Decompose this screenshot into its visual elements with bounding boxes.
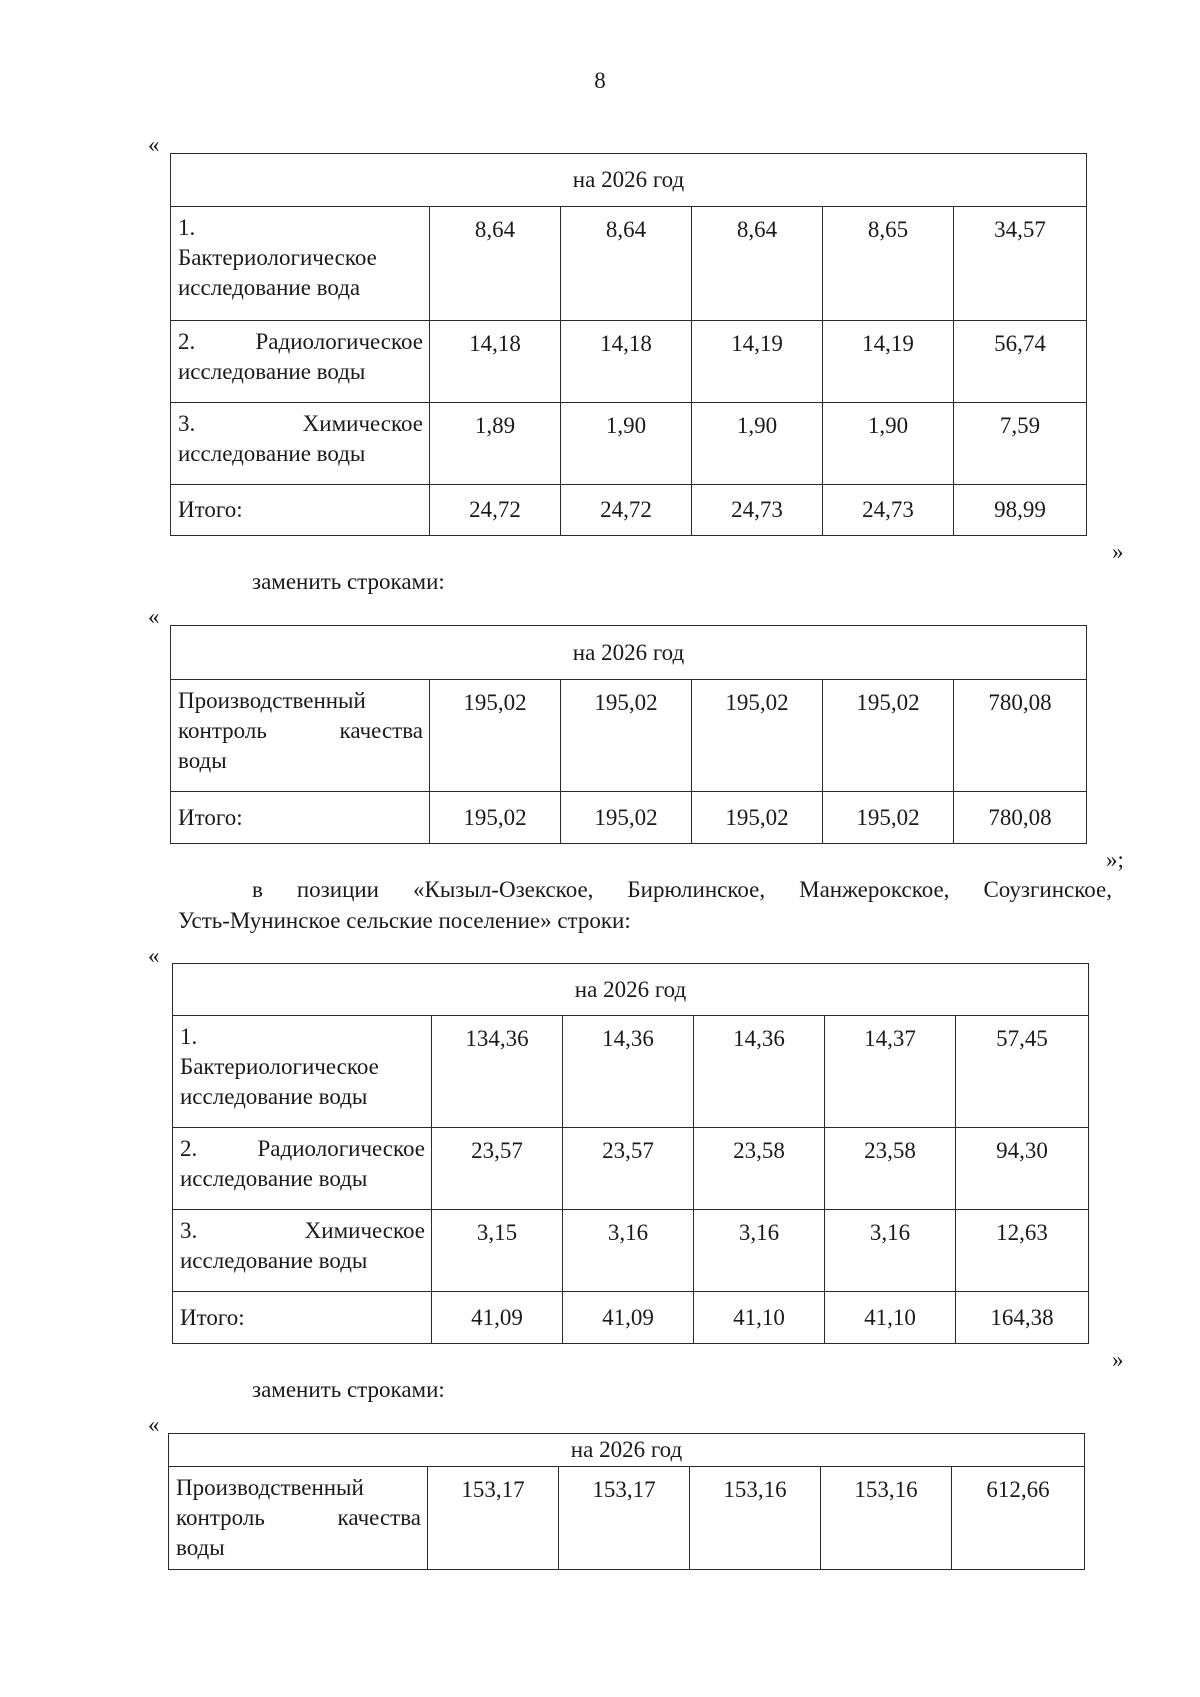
row-name-line: 1.: [178, 215, 196, 240]
row-name-line: исследование воды: [178, 441, 366, 466]
value-cell: 1,90: [692, 403, 823, 485]
value-cell: 3,16: [825, 1210, 956, 1292]
table-2-body: [171, 680, 1087, 844]
row-name-line: Бактериологическое: [178, 245, 377, 270]
value-cell: 8,64: [692, 207, 823, 321]
row-name-line: 3. Химическое: [178, 411, 423, 436]
row-name-line: воды: [178, 748, 227, 773]
row-name-line: Производственный: [178, 688, 366, 713]
quote-open-2: «: [148, 604, 160, 629]
row-name-line: исследование воды: [180, 1248, 368, 1273]
value-cell: 153,17: [559, 1467, 690, 1570]
value-cell: 56,74: [954, 321, 1087, 403]
table-1: [170, 153, 1087, 536]
table-2: [170, 625, 1087, 844]
row-name-line: контроль качества: [178, 718, 423, 743]
table-row: [171, 792, 1087, 844]
value-cell: 94,30: [956, 1128, 1089, 1210]
row-name-line: Итого:: [178, 497, 243, 522]
value-cell: 780,08: [954, 680, 1087, 792]
row-name-cell: [169, 1467, 428, 1570]
row-name-line: 1.: [180, 1024, 198, 1049]
replace-text-1: заменить строками:: [252, 569, 445, 594]
table-row: [169, 1467, 1085, 1570]
value-cell: 1,90: [823, 403, 954, 485]
page-number: 8: [594, 68, 606, 93]
quote-open-1: «: [148, 132, 160, 157]
value-cell: 195,02: [561, 792, 692, 844]
row-name-line: 2. Радиологическое: [178, 329, 423, 354]
row-name-line: Итого:: [180, 1304, 245, 1330]
position-text-line-1: в позиции «Кызыл-Озекское, Бирюлинское, Манжерокское, Соузгинское,: [252, 877, 1112, 902]
value-cell: 8,64: [430, 207, 561, 321]
row-name-cell: [171, 792, 430, 844]
value-cell: 195,02: [692, 680, 823, 792]
value-cell: 195,02: [561, 680, 692, 792]
row-name-line: исследование воды: [180, 1084, 368, 1109]
value-cell: 134,36: [432, 1016, 563, 1128]
value-cell: 153,17: [428, 1467, 559, 1570]
value-cell: 41,10: [825, 1292, 956, 1344]
value-cell: 14,19: [692, 321, 823, 403]
value-cell: 8,65: [823, 207, 954, 321]
value-cell: 14,37: [825, 1016, 956, 1128]
value-cell: 14,36: [694, 1016, 825, 1128]
value-cell: 780,08: [954, 792, 1087, 844]
value-cell: 195,02: [823, 792, 954, 844]
table-row: [171, 680, 1087, 792]
table-3: [172, 963, 1089, 1344]
quote-close-1: »: [1112, 539, 1124, 564]
value-cell: 24,72: [430, 485, 561, 536]
table-row: [171, 403, 1087, 485]
value-cell: 23,58: [694, 1128, 825, 1210]
value-cell: 23,57: [563, 1128, 694, 1210]
value-cell: 195,02: [692, 792, 823, 844]
row-name-line: исследование воды: [180, 1166, 368, 1191]
table-header: на 2026 год: [171, 626, 1087, 680]
row-name-line: исследование воды: [178, 359, 366, 384]
table-3-body: [173, 1016, 1089, 1344]
value-cell: 23,58: [825, 1128, 956, 1210]
table-row: [171, 485, 1087, 536]
value-cell: 195,02: [823, 680, 954, 792]
value-cell: 7,59: [954, 403, 1087, 485]
value-cell: 14,36: [563, 1016, 694, 1128]
value-cell: 153,16: [821, 1467, 952, 1570]
table-header: на 2026 год: [173, 964, 1089, 1016]
table-4: [168, 1433, 1085, 1570]
value-cell: 12,63: [956, 1210, 1089, 1292]
table-row: [173, 1210, 1089, 1292]
row-name-cell: [173, 1210, 432, 1292]
row-name-line: Бактериологическое: [180, 1054, 379, 1079]
value-cell: 14,19: [823, 321, 954, 403]
value-cell: 164,38: [956, 1292, 1089, 1344]
row-name-line: 3. Химическое: [180, 1218, 425, 1243]
value-cell: 34,57: [954, 207, 1087, 321]
table-4-body: [169, 1467, 1085, 1570]
value-cell: 24,73: [692, 485, 823, 536]
value-cell: 3,16: [694, 1210, 825, 1292]
row-name-line: воды: [176, 1535, 225, 1560]
value-cell: 41,10: [694, 1292, 825, 1344]
row-name-cell: [171, 485, 430, 536]
table-row: [171, 321, 1087, 403]
row-name-cell: [171, 403, 430, 485]
value-cell: 57,45: [956, 1016, 1089, 1128]
replace-text-2: заменить строками:: [252, 1377, 445, 1402]
quote-open-3: «: [148, 943, 160, 968]
table-row: [173, 1128, 1089, 1210]
row-name-cell: [173, 1016, 432, 1128]
table-header: на 2026 год: [169, 1434, 1085, 1467]
row-name-line: 2. Радиологическое: [180, 1136, 425, 1161]
row-name-line: исследование вода: [178, 275, 361, 300]
row-name-cell: [173, 1128, 432, 1210]
value-cell: 195,02: [430, 680, 561, 792]
value-cell: 8,64: [561, 207, 692, 321]
value-cell: 24,73: [823, 485, 954, 536]
table-row: [173, 1292, 1089, 1344]
quote-close-3: »: [1112, 1347, 1124, 1372]
value-cell: 195,02: [430, 792, 561, 844]
value-cell: 23,57: [432, 1128, 563, 1210]
position-text-line-2: Усть-Мунинское сельские поселение» строки:: [178, 908, 631, 933]
value-cell: 153,16: [690, 1467, 821, 1570]
value-cell: 612,66: [952, 1467, 1085, 1570]
value-cell: 3,15: [432, 1210, 563, 1292]
row-name-cell: [171, 207, 430, 321]
value-cell: 1,90: [561, 403, 692, 485]
value-cell: 3,16: [563, 1210, 694, 1292]
value-cell: 98,99: [954, 485, 1087, 536]
value-cell: 14,18: [561, 321, 692, 403]
row-name-cell: [173, 1292, 432, 1344]
quote-open-4: «: [148, 1412, 160, 1437]
quote-close-2: »;: [1106, 847, 1124, 872]
table-row: [173, 1016, 1089, 1128]
table-1-body: [171, 207, 1087, 536]
table-row: [171, 207, 1087, 321]
row-name-cell: [171, 680, 430, 792]
row-name-cell: [171, 321, 430, 403]
row-name-line: Итого:: [178, 804, 243, 830]
row-name-line: контроль качества: [176, 1505, 421, 1530]
value-cell: 41,09: [563, 1292, 694, 1344]
value-cell: 24,72: [561, 485, 692, 536]
value-cell: 1,89: [430, 403, 561, 485]
value-cell: 14,18: [430, 321, 561, 403]
value-cell: 41,09: [432, 1292, 563, 1344]
table-header: на 2026 год: [171, 154, 1087, 207]
row-name-line: Производственный: [176, 1475, 364, 1500]
